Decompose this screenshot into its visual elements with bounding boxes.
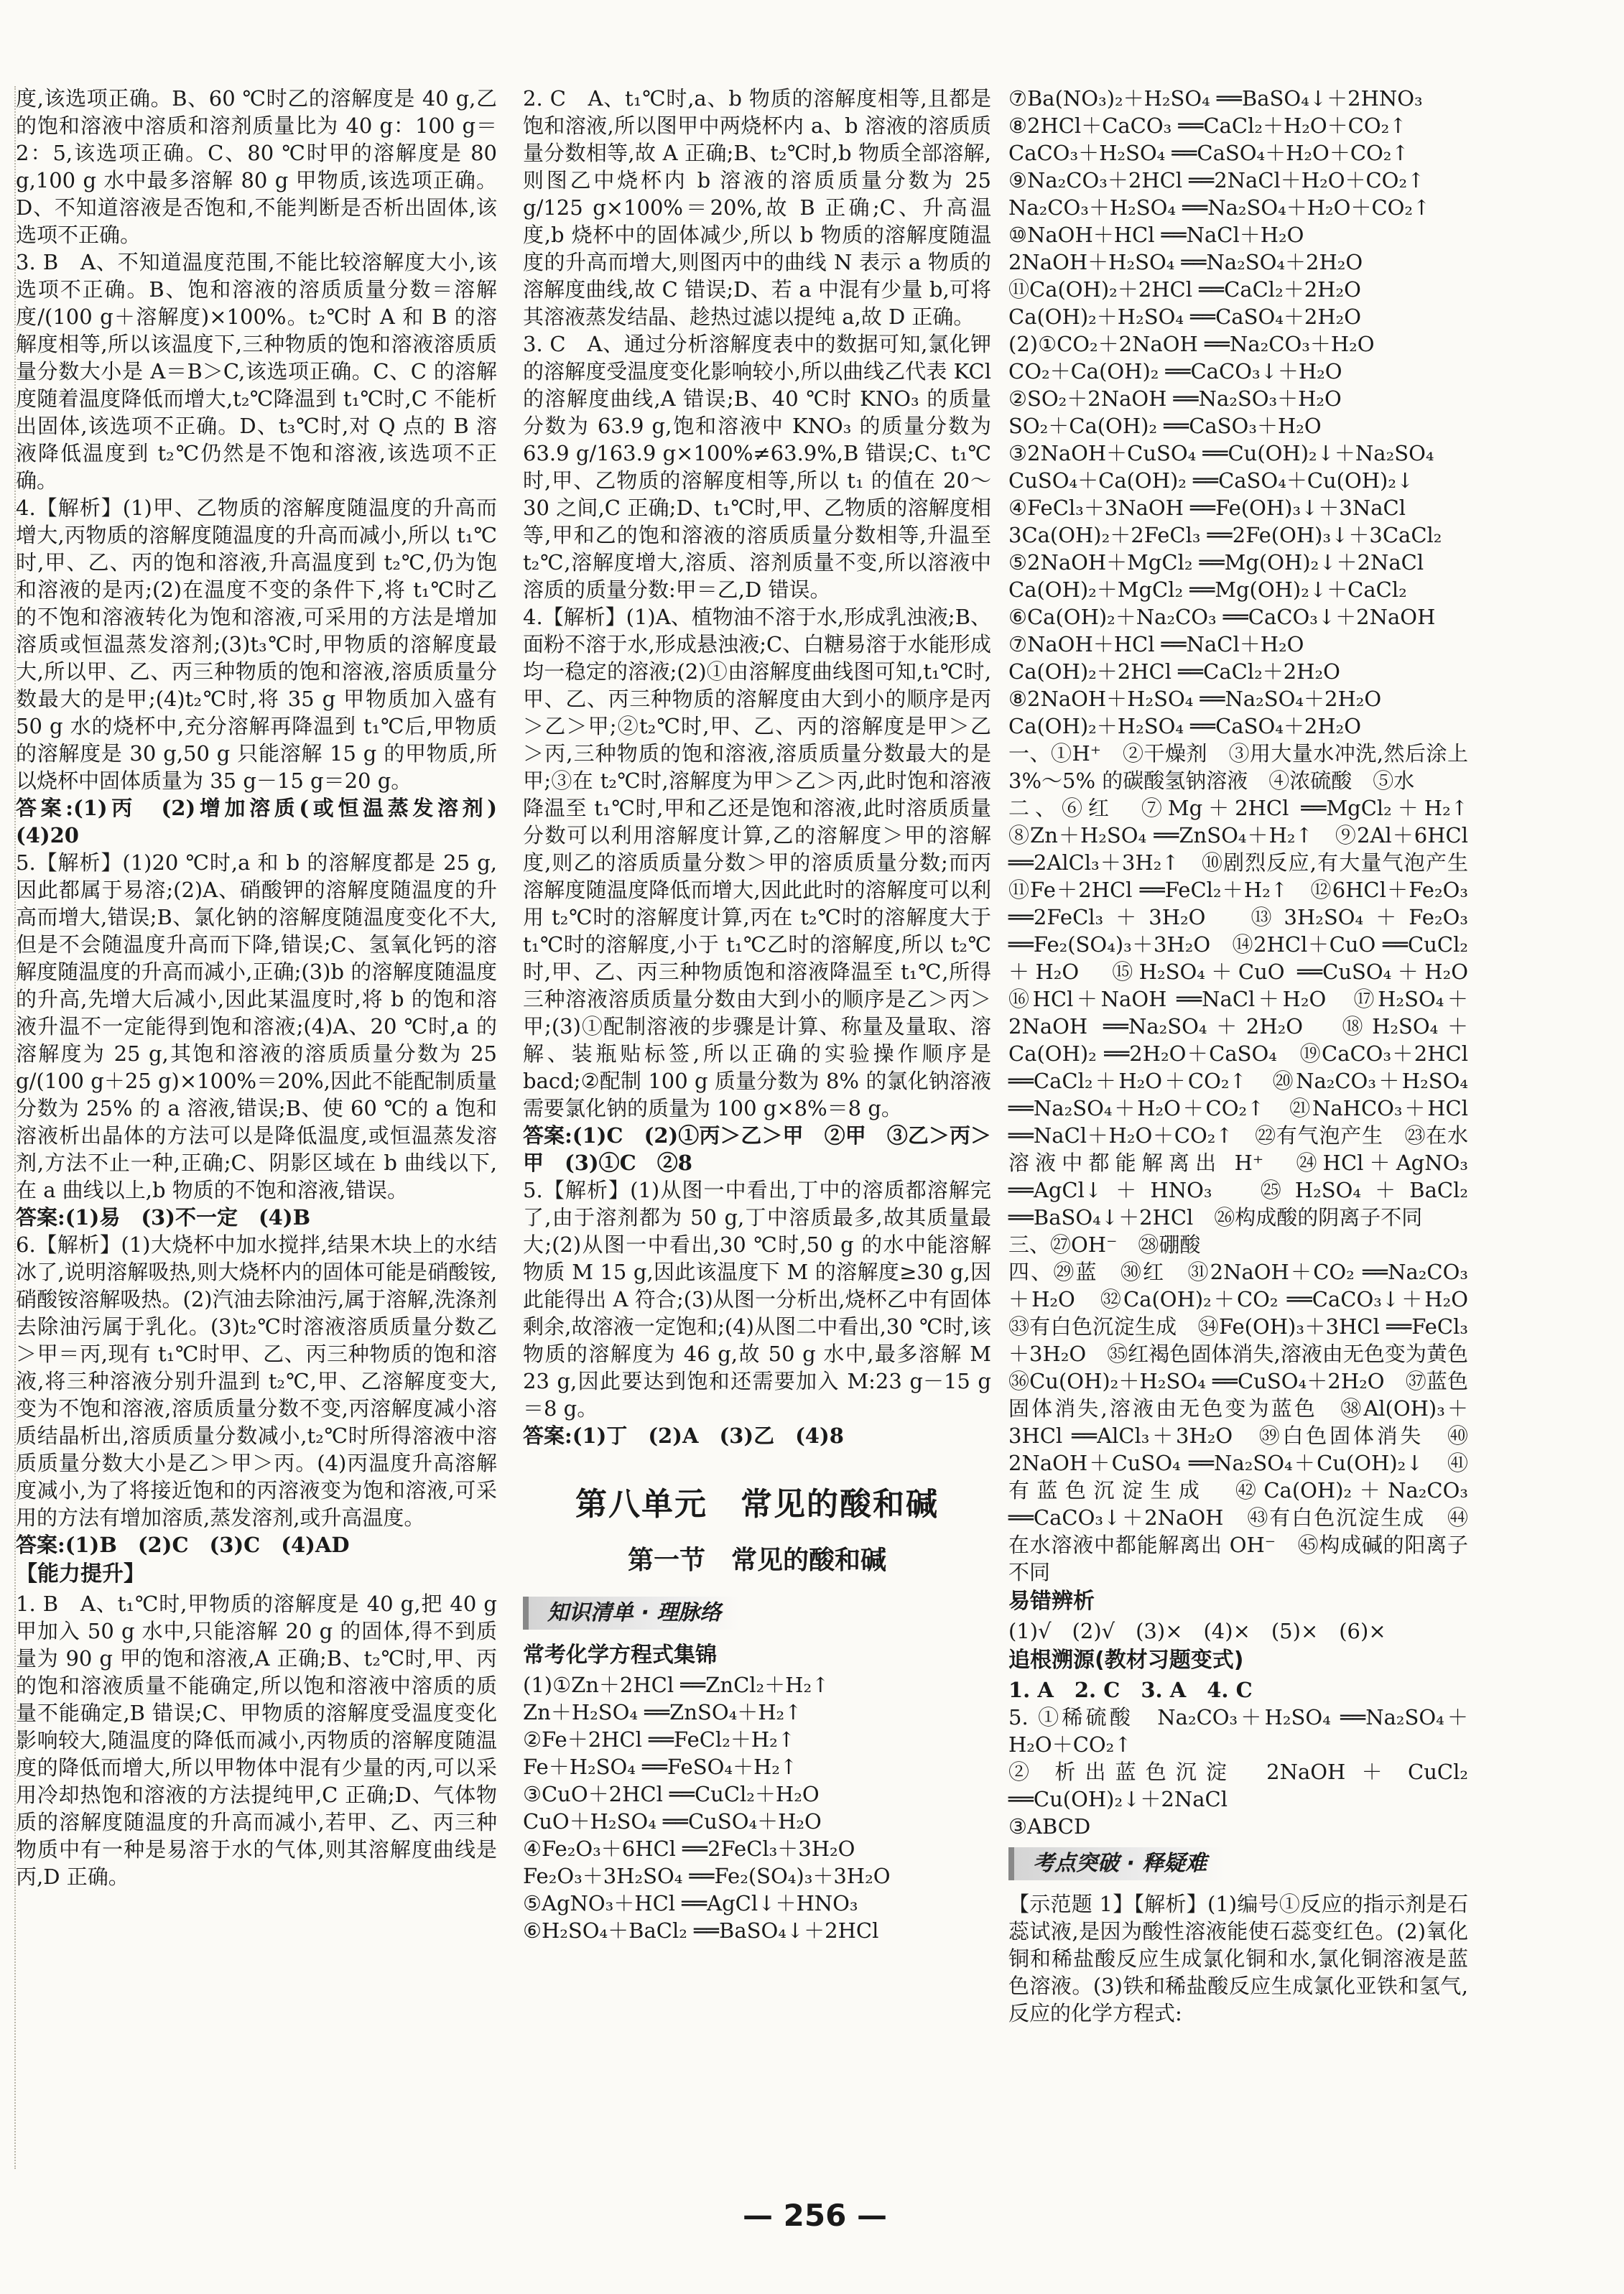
equation-line: ⑦Ba(NO₃)₂＋H₂SO₄ ══BaSO₄↓＋2HNO₃	[1008, 86, 1423, 111]
answer-paragraph: 5.【解析】(1)从图一中看出,丁中的溶质都溶解完了,由于溶剂都为 50 g,丁中溶质最多,故其质量最大;(2)从图一中看出,30 ℃时,50 g 的水中能溶解物质 M 15 g,因此该温度下 M 的溶解度≥30 g,因此能得出 A 符合;(3)从图一分析出,烧杯乙中有固体剩余,故溶液一定饱和;(4)从图二中看出,30 ℃时,该物质的溶解度为 46 g,故 50 g 水中,最多溶解 M 23 g,因此要达到饱和还需要加入 M:23 g－15 g＝8 g。	[523, 1178, 998, 1421]
equation-line: ⑦NaOH＋HCl ══NaCl＋H₂O	[1008, 632, 1304, 656]
equation-line: ⑥Ca(OH)₂＋Na₂CO₃ ══CaCO₃↓＋2NaOH	[1008, 605, 1436, 629]
equation-line: ⑤AgNO₃＋HCl ══AgCl↓＋HNO₃	[523, 1891, 858, 1915]
page-number: — 256 —	[743, 2198, 887, 2233]
equation-line: 2NaOH＋H₂SO₄ ══Na₂SO₄＋2H₂O	[1008, 250, 1363, 274]
column-left	[16, 85, 519, 1890]
equation-line: ⑧2NaOH＋H₂SO₄ ══Na₂SO₄＋2H₂O	[1008, 687, 1382, 711]
equation-line: ③CuO＋2HCl ══CuCl₂＋H₂O	[523, 1782, 820, 1806]
answer-line: 答案:(1)丙 (2)增加溶质(或恒温蒸发溶剂) (4)20	[16, 796, 519, 848]
equation-line: Ca(OH)₂＋H₂SO₄ ══CaSO₄＋2H₂O	[1008, 305, 1362, 329]
equation-line: (2)①CO₂＋2NaOH ══Na₂CO₃＋H₂O	[1008, 332, 1375, 356]
section-title: 第一节 常见的酸和碱	[627, 1546, 886, 1575]
error-analysis-heading: 易错辨析	[1008, 1589, 1095, 1614]
equation-line: CuSO₄＋Ca(OH)₂ ══CaSO₄＋Cu(OH)₂↓	[1008, 468, 1414, 493]
equation-line: Fe＋H₂SO₄ ══FeSO₄＋H₂↑	[523, 1755, 798, 1779]
answer-paragraph: 5.【解析】(1)20 ℃时,a 和 b 的溶解度都是 25 g,因此都属于易溶;(2)A、硝酸钾的溶解度随温度的升高而增大,错误;B、氯化钠的溶解度随温度变化不大,但是不会随温度升高而下降,错误;C、氢氧化钙的溶解度随温度的升高而减小,正确;(3)b 的溶解度随温度的升高,先增大后减小,因此某温度时,将 b 的饱和溶液升温不一定能得到饱和溶液;(4)A、20 ℃时,a 的溶解度为 25 g,其饱和溶液的溶质质量分数为 25 g/(100 g＋25 g)×100%＝20%,因此不能配制质量分数为 25% 的 a 溶液,错误;B、使 60 ℃的 a 饱和溶液析出晶体的方法可以是降低温度,或恒温蒸发溶剂,方法不止一种,正确;C、阴影区域在 b 曲线以下,在 a 曲线以上,b 物质的不饱和溶液,错误。	[16, 850, 504, 1202]
textbook-variant-heading: 追根溯源(教材习题变式)	[1008, 1648, 1244, 1673]
equation-line: ④Fe₂O₃＋6HCl ══2FeCl₃＋3H₂O	[523, 1836, 855, 1861]
equation-line: ④FeCl₃＋3NaOH ══Fe(OH)₃↓＋3NaCl	[1008, 496, 1406, 520]
answer-paragraph: 四、㉙蓝 ㉚红 ㉛2NaOH＋CO₂ ══Na₂CO₃＋H₂O ㉜Ca(OH)₂＋CO₂ ══CaCO₃↓＋H₂O ㉝有白色沉淀生成 ㉞Fe(OH)₃＋3HCl ══FeCl₃＋3H₂O ㉟红褐色固体消失,溶液由无色变为黄色 ㊱Cu(OH)₂＋H₂SO₄ ══CuSO₄＋2H₂O ㊲蓝色固体消失,溶液由无色变为蓝色 ㊳Al(OH)₃＋3HCl ══AlCl₃＋3H₂O ㊴白色固体消失 ㊵2NaOH＋CuSO₄ ══Na₂SO₄＋Cu(OH)₂↓ ㊶有蓝色沉淀生成 ㊷Ca(OH)₂＋Na₂CO₃ ══CaCO₃↓＋2NaOH ㊸有白色沉淀生成 ㊹在水溶液中都能解离出 OH⁻ ㊺构成碱的阳离子不同	[1008, 1260, 1490, 1584]
answer-paragraph: 3. B A、不知道温度范围,不能比较溶解度大小,该选项不正确。B、饱和溶液的溶质质量分数＝溶解度/(100 g＋溶解度)×100%。t₂℃时 A 和 B 的溶解度相等,所以该温度下,三种物质的饱和溶液溶质质量分数大小是 A＝B＞C,该选项正确。C、C 的溶解度随着温度降低而增大,t₂℃降温到 t₁℃时,C 不能析出固体,该选项不正确。D、t₃℃时,对 Q 点的 B 溶液降低温度到 t₂℃仍然是不饱和溶液,该选项不正确。	[16, 250, 497, 493]
answer-paragraph: 6.【解析】(1)大烧杯中加水搅拌,结果木块上的水结冰了,说明溶解吸热,则大烧杯内的固体可能是硝酸铵,硝酸铵溶解吸热。(2)汽油去除油污,属于溶解,洗涤剂去除油污属于乳化。(3)t₂℃时溶液溶质质量分数乙＞甲＝丙,现有 t₁℃时甲、乙、丙三种物质的饱和溶液,将三种溶液分别升温到 t₂℃,甲、乙溶解度变大,变为不饱和溶液,溶质质量分数不变,丙溶解度减小溶质结晶析出,溶质质量分数减小,t₂℃时所得溶液中溶质质量分数大小是乙＞甲＞丙。(4)丙温度升高溶解度减小,为了将接近饱和的丙溶液变为饱和溶液,可采用的方法有增加溶质,蒸发溶剂,或升高温度。	[16, 1232, 497, 1530]
equation-line: (1)①Zn＋2HCl ══ZnCl₂＋H₂↑	[523, 1673, 830, 1697]
equation-line: Fe₂O₃＋3H₂SO₄ ══Fe₂(SO₄)₃＋3H₂O	[523, 1864, 891, 1888]
answer-paragraph: 3. C A、通过分析溶解度表中的数据可知,氯化钾的溶解度受温度变化影响较小,所以曲线乙代表 KCl 的溶解度曲线,A 错误;B、40 ℃时 KNO₃ 的质量分数为 63.9 g,饱和溶液中 KNO₃ 的质量分数为 63.9 g/163.9 g×100%≠63.9%,B 错误;C、t₁℃时,甲、乙物质的溶解度相等,所以 t₁ 的值在 20～30 之间,C 正确;D、t₁℃时,甲、乙物质的溶解度相等,甲和乙的饱和溶液的溶质质量分数相等,升温至 t₂℃,溶解度增大,溶质、溶剂质量不变,所以溶液中溶质的质量分数:甲＝乙,D 错误。	[523, 332, 998, 602]
answer-paragraph: 度,该选项正确。B、60 ℃时乙的溶解度是 40 g,乙的饱和溶液中溶质和溶剂质量比为 40 g：100 g＝2：5,该选项正确。C、80 ℃时甲的溶解度是 80 g,100 g 水中最多溶解 80 g 甲物质,该选项正确。D、不知道溶液是否饱和,不能判断是否析出固体,该选项不正确。	[16, 86, 504, 247]
answer-paragraph: ② 析出蓝色沉淀 2NaOH ＋ CuCl₂ ══Cu(OH)₂↓＋2NaCl	[1008, 1760, 1475, 1811]
equation-line: Na₂CO₃＋H₂SO₄ ══Na₂SO₄＋H₂O＋CO₂↑	[1008, 195, 1431, 220]
binding-margin	[0, 86, 16, 2169]
equation-line: ⑨Na₂CO₃＋2HCl ══2NaCl＋H₂O＋CO₂↑	[1008, 168, 1425, 192]
example-analysis: 【示范题 1】【解析】(1)编号①反应的指示剂是石蕊试液,是因为酸性溶液能使石蕊变红色。(2)氧化铜和稀盐酸反应生成氯化铜和水,氯化铜溶液是蓝色溶液。(3)铁和稀盐酸反应生成氯化亚铁和氢气,反应的化学方程式:	[1008, 1892, 1468, 2025]
column-middle	[523, 85, 998, 1944]
answer-paragraph: 2. C A、t₁℃时,a、b 物质的溶解度相等,且都是饱和溶液,所以图甲中两烧杯内 a、b 溶液的溶质质量分数相等,故 A 正确;B、t₂℃时,b 物质全部溶解,则图乙中烧杯内 b 溶液的溶质质量分数为 25 g/125 g×100%＝20%,故 B 正确;C、升高温度,b 烧杯中的固体减少,所以 b 物质的溶解度随温度的升高而增大,则图丙中的曲线 N 表示 a 物质的溶解度曲线,故 C 错误;D、若 a 中混有少量 b,可将其溶液蒸发结晶、趁热过滤以提纯 a,故 D 正确。	[523, 86, 998, 329]
equation-line: ②SO₂＋2NaOH ══Na₂SO₃＋H₂O	[1008, 386, 1342, 411]
column-right	[1008, 85, 1490, 2027]
answer-paragraph: 二、⑥红 ⑦Mg＋2HCl ══MgCl₂＋H₂↑ ⑧Zn＋H₂SO₄ ══ZnSO₄＋H₂↑ ⑨2Al＋6HCl ══2AlCl₃＋3H₂↑ ⑩剧烈反应,有大量气泡产生 ⑪Fe＋2HCl ══FeCl₂＋H₂↑ ⑫6HCl＋Fe₂O₃ ══2FeCl₃＋3H₂O ⑬3H₂SO₄＋Fe₂O₃ ══Fe₂(SO₄)₃＋3H₂O ⑭2HCl＋CuO ══CuCl₂＋H₂O ⑮H₂SO₄＋CuO ══CuSO₄＋H₂O ⑯HCl＋NaOH ══NaCl＋H₂O ⑰H₂SO₄＋2NaOH ══Na₂SO₄＋2H₂O ⑱H₂SO₄＋Ca(OH)₂ ══2H₂O＋CaSO₄ ⑲CaCO₃＋2HCl ══CaCl₂＋H₂O＋CO₂↑ ⑳Na₂CO₃＋H₂SO₄ ══Na₂SO₄＋H₂O＋CO₂↑ ㉑NaHCO₃＋HCl ══NaCl＋H₂O＋CO₂↑ ㉒有气泡产生 ㉓在水溶液中都能解离出 H⁺ ㉔HCl＋AgNO₃ ══AgCl↓＋HNO₃ ㉕H₂SO₄＋BaCl₂ ══BaSO₄↓＋2HCl ㉖构成酸的阴离子不同	[1008, 796, 1490, 1230]
equation-line: ②Fe＋2HCl ══FeCl₂＋H₂↑	[523, 1727, 796, 1752]
breakthrough-ribbon: 考点突破 · 释疑难	[1008, 1847, 1225, 1880]
equation-line: 3Ca(OH)₂＋2FeCl₃ ══2Fe(OH)₃↓＋3CaCl₂	[1008, 523, 1442, 547]
equation-line: ⑧2HCl＋CaCO₃ ══CaCl₂＋H₂O＋CO₂↑	[1008, 113, 1407, 138]
equation-line: SO₂＋Ca(OH)₂ ══CaSO₃＋H₂O	[1008, 414, 1322, 438]
ability-heading: 【能力提升】	[16, 1561, 145, 1587]
answer-line: 1. A 2. C 3. A 4. C	[1008, 1678, 1253, 1702]
knowledge-ribbon: 知识清单 · 理脉络	[523, 1597, 740, 1630]
answer-paragraph: 4.【解析】(1)A、植物油不溶于水,形成乳浊液;B、面粉不溶于水,形成悬浊液;C、白糖易溶于水能形成均一稳定的溶液;(2)①由溶解度曲线图可知,t₁℃时,甲、乙、丙三种物质的溶解度由大到小的顺序是丙＞乙＞甲;②t₂℃时,甲、乙、丙的溶解度是甲＞乙＞丙,三种物质的饱和溶液,溶质质量分数最大的是甲;③在 t₂℃时,溶解度为甲＞乙＞丙,此时饱和溶液降温至 t₁℃时,甲和乙还是饱和溶液,此时溶质质量分数可以利用溶解度计算,乙的溶解度＞甲的溶解度,则乙的溶质质量分数＞甲的溶质质量分数;而丙溶解度随温度降低而增大,因此此时的溶解度可以利用 t₂℃时的溶解度计算,丙在 t₂℃时的溶解度大于 t₁℃时的溶解度,小于 t₁℃乙时的溶解度,所以 t₂℃时,甲、乙、丙三种物质饱和溶液降温至 t₁℃,所得三种溶液溶质质量分数由大到小的顺序是乙＞丙＞甲;(3)①配制溶液的步骤是计算、称量及量取、溶解、装瓶贴标签,所以正确的实验操作顺序是 bacd;②配制 100 g 质量分数为 8% 的氯化钠溶液需要氯化钠的质量为 100 g×8%＝8 g。	[523, 605, 998, 1120]
equation-line: ⑩NaOH＋HCl ══NaCl＋H₂O	[1008, 223, 1304, 247]
answer-line: 答案:(1)C (2)①丙＞乙＞甲 ②甲 ③乙＞丙＞甲 (3)①C ②8	[523, 1123, 991, 1175]
equation-line: Ca(OH)₂＋H₂SO₄ ══CaSO₄＋2H₂O	[1008, 714, 1362, 738]
equation-line: CuO＋H₂SO₄ ══CuSO₄＋H₂O	[523, 1809, 822, 1834]
equation-line: ③2NaOH＋CuSO₄ ══Cu(OH)₂↓＋Na₂SO₄	[1008, 441, 1434, 465]
unit-title: 第八单元 常见的酸和碱	[575, 1486, 939, 1523]
equation-line: Zn＋H₂SO₄ ══ZnSO₄＋H₂↑	[523, 1700, 802, 1724]
answer-page	[16, 0, 1614, 2294]
answer-paragraph: 5. ①稀硫酸 Na₂CO₃＋H₂SO₄ ══Na₂SO₄＋H₂O＋CO₂↑	[1008, 1705, 1468, 1757]
answer-paragraph: ③ABCD	[1008, 1814, 1091, 1839]
answer-paragraph: 1. B A、t₁℃时,甲物质的溶解度是 40 g,把 40 g 甲加入 50 g 水中,只能溶解 20 g 的固体,得不到质量为 90 g 甲的饱和溶液,A 正确;B、t₂℃时,甲、丙的饱和溶液质量不能确定,所以饱和溶液中溶质的质量不能确定,B 错误;C、甲物质的溶解度受温度变化影响较大,随温度的降低而减小,丙物质的溶解度随温度的降低而增大,所以甲物体中混有少量的丙,可以采用冷却热饱和溶液的方法提纯甲,C 正确;D、气体物质的溶解度随温度的升高而减小,若甲、乙、丙三种物质中有一种是易溶于水的气体,则其溶解度曲线是丙,D 正确。	[16, 1592, 504, 1889]
answer-paragraph: 三、㉗OH⁻ ㉘硼酸	[1008, 1232, 1201, 1257]
equation-line: ⑤2NaOH＋MgCl₂ ══Mg(OH)₂↓＋2NaCl	[1008, 550, 1424, 575]
equation-line: Ca(OH)₂＋2HCl ══CaCl₂＋2H₂O	[1008, 659, 1340, 684]
answer-line: 答案:(1)B (2)C (3)C (4)AD	[16, 1533, 350, 1557]
equation-line: ⑪Ca(OH)₂＋2HCl ══CaCl₂＋2H₂O	[1008, 277, 1361, 302]
answer-paragraph: 4.【解析】(1)甲、乙物质的溶解度随温度的升高而增大,丙物质的溶解度随温度的升高而减小,所以 t₁℃时,甲、乙、丙的饱和溶液,升高温度到 t₂℃,仍为饱和溶液的是丙;(2)在温度不变的条件下,将 t₁℃时乙的不饱和溶液转化为饱和溶液,可采用的方法是增加溶质或恒温蒸发溶剂;(3)t₃℃时,甲物质的溶解度最大,所以甲、乙、丙三种物质的饱和溶液,溶质质量分数最大的是甲;(4)t₂℃时,将 35 g 甲物质加入盛有 50 g 水的烧杯中,充分溶解再降温到 t₁℃后,甲物质的溶解度是 30 g,50 g 只能溶解 15 g 的甲物质,所以烧杯中固体质量为 35 g－15 g＝20 g。	[16, 496, 504, 793]
answer-line: 答案:(1)易 (3)不一定 (4)B	[16, 1205, 311, 1230]
error-analysis-answers: (1)√ (2)√ (3)× (4)× (5)× (6)×	[1008, 1619, 1386, 1643]
equation-line: Ca(OH)₂＋MgCl₂ ══Mg(OH)₂↓＋CaCl₂	[1008, 577, 1407, 602]
equation-line: CO₂＋Ca(OH)₂ ══CaCO₃↓＋H₂O	[1008, 359, 1342, 384]
equation-line: ⑥H₂SO₄＋BaCl₂ ══BaSO₄↓＋2HCl	[523, 1918, 879, 1943]
answer-line: 答案:(1)丁 (2)A (3)乙 (4)8	[523, 1424, 844, 1448]
answer-paragraph: 一、①H⁺ ②干燥剂 ③用大量水冲洗,然后涂上 3%～5% 的碳酸氢钠溶液 ④浓硫酸 ⑤水	[1008, 741, 1475, 793]
equations-heading: 常考化学方程式集锦	[523, 1643, 717, 1668]
equation-line: CaCO₃＋H₂SO₄ ══CaSO₄＋H₂O＋CO₂↑	[1008, 141, 1409, 165]
